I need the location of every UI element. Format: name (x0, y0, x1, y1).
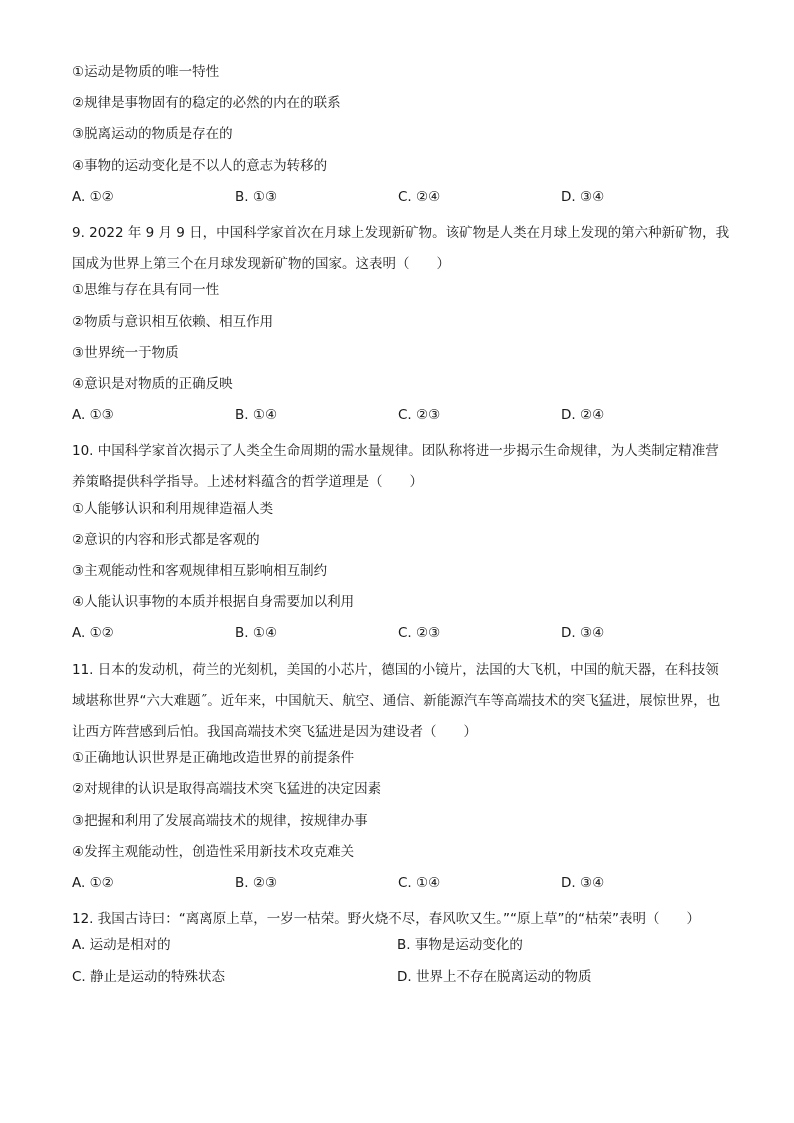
option-line: ④意识是对物质的正确反映 (72, 375, 233, 392)
option-line: ③脱离运动的物质是存在的 (72, 126, 233, 143)
choice-d: D. ③④ (561, 874, 605, 891)
choice-c: C. ②③ (398, 407, 441, 424)
question-stem: 12. 我国古诗曰：“离离原上草，一岁一枯荣。野火烧不尽，春风吹又生。”“原上草”的“枯荣”表明（ ） (72, 911, 700, 928)
option-line: ④发挥主观能动性，创造性采用新技术攻克难关 (72, 843, 355, 860)
option-line: ①正确地认识世界是正确地改造世界的前提条件 (72, 750, 355, 767)
choice-d: D. ②④ (561, 407, 605, 424)
answer-choices (72, 873, 732, 893)
option-line: ②意识的内容和形式都是客观的 (72, 531, 260, 548)
choice-b: B. ①④ (235, 625, 278, 642)
choice-b: B. ②③ (235, 874, 278, 891)
choice-b: B. ①④ (235, 407, 278, 424)
option-line: ③主观能动性和客观规律相互影响相互制约 (72, 563, 328, 580)
choice-a: A. ①② (72, 874, 114, 891)
question-9 (72, 218, 732, 425)
option-line: ②对规律的认识是取得高端技术突飞猛进的决定因素 (72, 781, 382, 798)
choice-a: A. 运动是相对的 (72, 937, 171, 954)
choice-c: C. ②③ (398, 625, 441, 642)
question-stem: 9. 2022 年 9 月 9 日，中国科学家首次在月球上发现新矿物。该矿物是人类在月球上发现的第六种新矿物，我国成为世界上第三个在月球发现新矿物的国家。这表明（ ） (72, 224, 730, 273)
question-12 (72, 904, 732, 986)
question-stem: 11. 日本的发动机，荷兰的光刻机，美国的小芯片，德国的小镜片，法国的大飞机，中国的航天器，在科技领域堪称世界“六大难题˝。近年来，中国航天、航空、通信、新能源汽车等高端技术的突飞猛进，展惊世界，也让西方阵营感到后怕。我国高端技术突飞猛进是因为建设者（ ） (72, 661, 721, 741)
choice-b: B. ①③ (235, 188, 278, 205)
choice-d: D. 世界上不存在脱离运动的物质 (397, 968, 592, 985)
choice-c: C. ①④ (398, 874, 441, 891)
option-line: ③世界统一于物质 (72, 344, 179, 361)
option-line: ④人能认识事物的本质并根据自身需要加以利用 (72, 594, 355, 611)
option-line: ②物质与意识相互依赖、相互作用 (72, 313, 274, 330)
choice-a: A. ①② (72, 188, 114, 205)
choice-a: A. ①② (72, 625, 114, 642)
answer-choices (72, 623, 732, 643)
answer-choices-row-2 (72, 967, 732, 987)
option-line: ②规律是事物固有的稳定的必然的内在的联系 (72, 95, 341, 112)
choice-c: C. ②④ (398, 188, 441, 205)
choice-d: D. ③④ (561, 625, 605, 642)
answer-choices (72, 405, 732, 425)
question-11 (72, 655, 732, 893)
question-stem: 10. 中国科学家首次揭示了人类全生命周期的需水量规律。团队称将进一步揭示生命规律，为人类制定精准营养策略提供科学指导。上述材料蕴含的哲学道理是（ ） (72, 443, 719, 491)
question-8-continued (72, 62, 732, 207)
answer-choices-row-1 (72, 935, 732, 955)
choice-a: A. ①③ (72, 407, 114, 424)
option-line: ①思维与存在具有同一性 (72, 282, 220, 299)
option-line: ④事物的运动变化是不以人的意志为转移的 (72, 157, 328, 174)
choice-c: C. 静止是运动的特殊状态 (72, 968, 226, 985)
exam-page (72, 62, 732, 998)
choice-d: D. ③④ (561, 188, 605, 205)
answer-choices (72, 187, 732, 207)
option-line: ①运动是物质的唯一特性 (72, 64, 220, 80)
question-10 (72, 436, 732, 643)
option-line: ①人能够认识和利用规律造福人类 (72, 500, 274, 517)
option-line: ③把握和利用了发展高端技术的规律，按规律办事 (72, 812, 368, 829)
choice-b: B. 事物是运动变化的 (397, 937, 523, 954)
